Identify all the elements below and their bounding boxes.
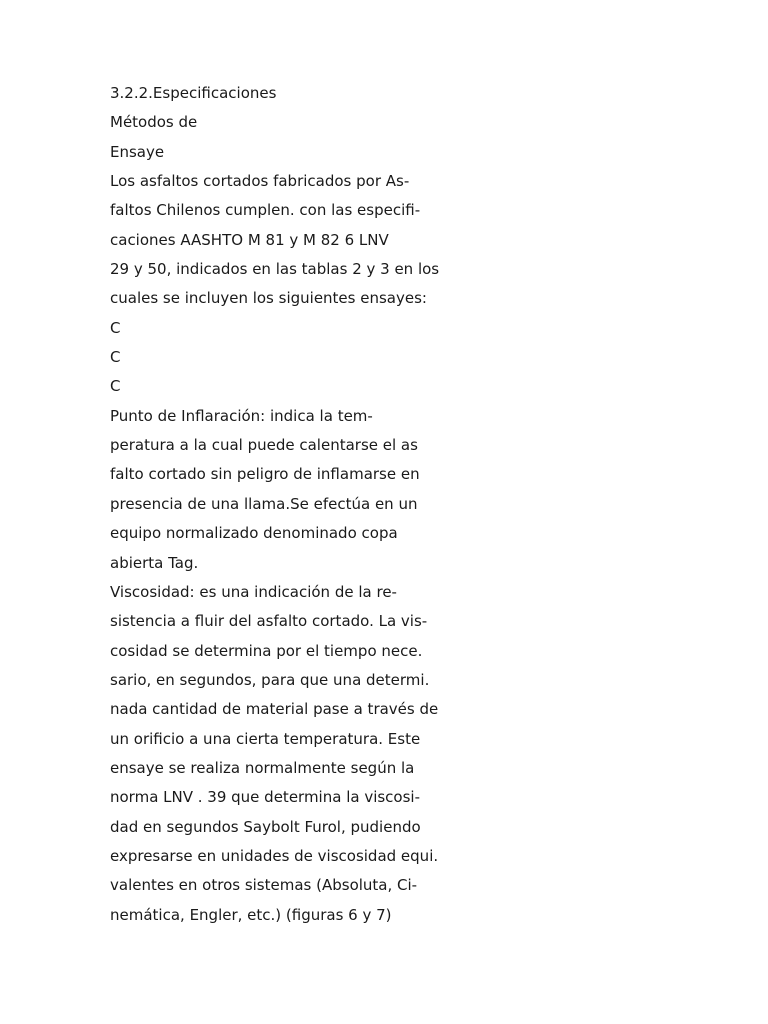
text-line: Los asfaltos cortados fabricados por As- bbox=[110, 172, 410, 191]
text-line: caciones AASHTO M 81 y M 82 6 LNV bbox=[110, 230, 389, 249]
text-line: faltos Chilenos cumplen. con las especifi- bbox=[110, 201, 421, 220]
text-line: nemática, Engler, etc.) (figuras 6 y 7) bbox=[110, 905, 392, 924]
text-line: cuales se incluyen los siguientes ensayes: bbox=[110, 289, 427, 308]
text-line: nada cantidad de material pase a través de bbox=[110, 700, 439, 719]
text-line: 29 y 50, indicados en las tablas 2 y 3 en los bbox=[110, 260, 440, 279]
text-line: valentes en otros sistemas (Absoluta, Ci- bbox=[110, 876, 418, 895]
text-line: norma LNV . 39 que determina la viscosi- bbox=[110, 788, 420, 807]
list-marker: C bbox=[110, 377, 121, 396]
text-line: cosidad se determina por el tiempo nece. bbox=[110, 641, 423, 660]
document-page bbox=[110, 79, 730, 930]
text-line: expresarse en unidades de viscosidad equi. bbox=[110, 846, 439, 865]
text-line: Viscosidad: es una indicación de la re- bbox=[110, 582, 397, 601]
subheading-line-2: Ensaye bbox=[110, 142, 165, 161]
text-line: ensaye se realiza normalmente según la bbox=[110, 758, 415, 777]
list-marker: C bbox=[110, 348, 121, 367]
text-line: falto cortado sin peligro de inflamarse en bbox=[110, 465, 420, 484]
text-line: sario, en segundos, para que una determi. bbox=[110, 670, 430, 689]
text-line: dad en segundos Saybolt Furol, pudiendo bbox=[110, 817, 421, 836]
text-line: un orificio a una cierta temperatura. Este bbox=[110, 729, 421, 748]
text-line: presencia de una llama.Se efectúa en un bbox=[110, 494, 418, 513]
text-line: abierta Tag. bbox=[110, 553, 199, 572]
text-line: peratura a la cual puede calentarse el as bbox=[110, 436, 418, 455]
text-line: sistencia a fluir del asfalto cortado. La vis- bbox=[110, 612, 428, 631]
section-heading: 3.2.2.Especificaciones bbox=[110, 84, 277, 102]
text-line: Punto de Inflaración: indica la tem- bbox=[110, 406, 373, 425]
subheading-line-1: Métodos de bbox=[110, 113, 198, 132]
list-marker: C bbox=[110, 318, 121, 337]
text-line: equipo normalizado denominado copa bbox=[110, 524, 398, 543]
